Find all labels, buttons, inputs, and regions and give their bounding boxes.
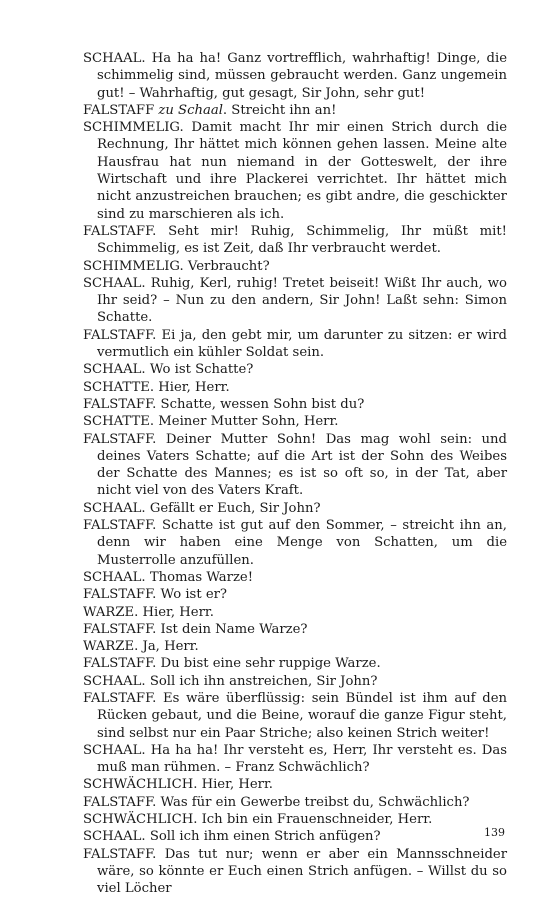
speaker-name: FALSTAFF [83,102,155,118]
speaker-name: SCHAAL. [83,829,146,845]
speech-paragraph [83,811,507,828]
speech-text: Hier, Herr. [197,777,273,793]
speech-paragraph [83,673,507,690]
speaker-name: SCHATTE. [83,414,155,430]
speech-text: Wo ist er? [156,587,227,603]
speech-paragraph [83,586,507,603]
speech-paragraph [83,431,507,500]
speaker-name: SCHIMMELIG. [83,258,184,274]
speech-text: Ja, Herr. [138,639,199,655]
speaker-name: FALSTAFF. [83,396,157,412]
speaker-name: FALSTAFF. [83,223,157,239]
speech-text: . Streicht ihn an! [222,102,337,118]
speaker-name: FALSTAFF. [83,690,157,706]
speech-paragraph [83,517,507,569]
speech-text: Gefällt er Euch, Sir John? [145,500,321,516]
speech-paragraph [83,828,507,845]
speech-text: Ich bin ein Frauenschneider, Herr. [197,812,433,828]
speaker-name: SCHAAL. [83,362,146,378]
speech-text: Ist dein Name Warze? [156,621,308,637]
speech-text: Damit macht Ihr mir einen Strich durch die Rechnung, Ihr hättet mich können gehen lassen. Meine alte Hausfrau hat nun niemand in der Gotteswelt, der ihre Wirtschaft und ihre Plackerei verrichtet. Ihr hättet mich nicht anzustreichen brauchen; es gibt andre, die geschickter sind zu marschieren als ich. [97,120,507,222]
speaker-name: WARZE. [83,604,139,620]
speaker-name: SCHAAL. [83,275,146,291]
speaker-name: FALSTAFF. [83,587,157,603]
speech-paragraph [83,742,507,777]
speech-paragraph [83,275,507,327]
speaker-name: FALSTAFF. [83,431,157,447]
speaker-name: SCHATTE. [83,379,155,395]
speech-paragraph [83,102,507,119]
speech-paragraph [83,327,507,362]
page-number: 139 [484,826,505,839]
speech-text: Thomas Warze! [145,569,253,585]
speech-paragraph [83,690,507,742]
speech-paragraph [83,846,507,898]
speech-paragraph [83,361,507,378]
speech-text: Ha ha ha! Ganz vortrefflich, wahrhaftig! Dinge, die schimmelig sind, müssen gebraucht werden. Ganz ungemein gut! – Wahrhaftig, gut gesagt, Sir John, sehr gut! [97,51,507,101]
speaker-name: SCHAAL. [83,569,146,585]
speech-text: Seht mir! Ruhig, Schimmelig, Ihr müßt mit! Schimmelig, es ist Zeit, daß Ihr verbraucht werdet. [97,223,507,257]
speaker-name: SCHIMMELIG. [83,120,184,136]
speech-text: Schatte, wessen Sohn bist du? [156,396,365,412]
speech-paragraph [83,500,507,517]
speech-paragraph [83,379,507,396]
speech-text: Ruhig, Kerl, ruhig! Tretet beiseit! Wißt Ihr auch, wo Ihr seid? – Nun zu den andern, Sir John! Laßt sehn: Simon Schatte. [97,275,507,326]
speaker-name: SCHWÄCHLICH. [83,812,198,828]
speaker-name: FALSTAFF. [83,327,157,343]
speech-paragraph [83,621,507,638]
speech-text: Verbraucht? [183,258,270,274]
speech-paragraph [83,258,507,275]
speaker-name: SCHWÄCHLICH. [83,777,198,793]
speech-paragraph [83,413,507,430]
speaker-name: FALSTAFF. [83,656,157,672]
speech-paragraph [83,655,507,672]
speaker-name: SCHAAL. [83,51,146,66]
stage-direction: zu Schaal [158,102,223,118]
speech-paragraph [83,396,507,413]
speech-text: Deiner Mutter Sohn! Das mag wohl sein: und deines Vaters Schatte; auf die Art ist der Sohn des Weibes der Schatte des Mannes; es ist so oft so, in der Tat, aber nicht viel von des Vaters Kraft. [97,431,507,499]
speech-text: Soll ich ihn anstreichen, Sir John? [145,673,378,689]
speech-text: Soll ich ihm einen Strich anfügen? [145,829,381,845]
speech-paragraph [83,638,507,655]
speaker-name: FALSTAFF. [83,794,157,810]
speech-text: Ha ha ha! Ihr versteht es, Herr, Ihr versteht es. Das muß man rühmen. – Franz Schwächlich? [97,742,507,776]
speaker-name: FALSTAFF. [83,518,157,534]
speech-text: Ei ja, den gebt mir, um darunter zu sitzen: er wird vermutlich ein kühler Soldat sein. [97,327,507,361]
speech-text: Hier, Herr. [154,379,230,395]
speech-paragraph [83,223,507,258]
speech-text: Was für ein Gewerbe treibst du, Schwächlich? [156,794,470,810]
speech-text: Meiner Mutter Sohn, Herr. [154,414,339,430]
speech-text: Wo ist Schatte? [145,362,254,378]
speaker-name: SCHAAL. [83,673,146,689]
speech-paragraph [83,794,507,811]
speaker-name: SCHAAL. [83,500,146,516]
speaker-name: FALSTAFF. [83,621,157,637]
text-block [83,50,507,898]
speaker-name: SCHAAL. [83,742,146,758]
speech-paragraph [83,50,507,102]
speech-paragraph [83,604,507,621]
speech-paragraph [83,119,507,223]
speech-text: Hier, Herr. [138,604,214,620]
speech-text: Schatte ist gut auf den Sommer, – streicht ihn an, denn wir haben eine Menge von Schatten, um die Musterrolle anzufüllen. [97,518,507,568]
speech-text: Es wäre überflüssig: sein Bündel ist ihm auf den Rücken gebaut, und die Beine, worauf die ganze Figur steht, sind selbst nur ein Paar Striche; also keinen Strich weiter! [97,690,507,741]
speech-text: Das tut nur; wenn er aber ein Mannsschneider wäre, so könnte er Euch einen Strich anfügen. – Willst du so viel Löcher [97,846,507,897]
speaker-name: FALSTAFF. [83,846,157,862]
speech-paragraph [83,776,507,793]
speaker-name: WARZE. [83,639,139,655]
speech-text: Du bist eine sehr ruppige Warze. [156,656,381,672]
speech-paragraph [83,569,507,586]
